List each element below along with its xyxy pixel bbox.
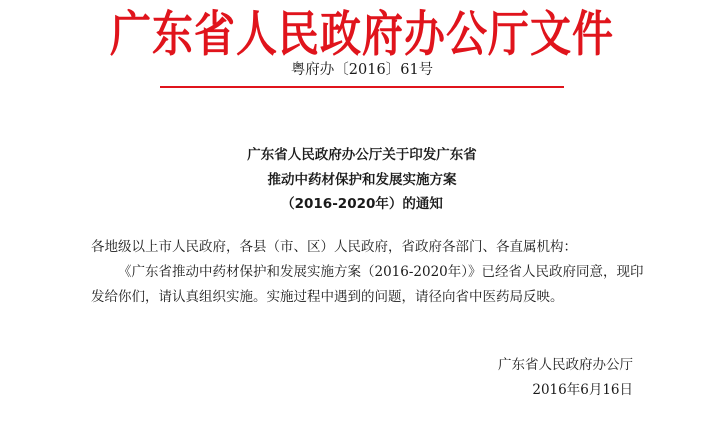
title-line-3: （2016-2020年）的通知: [281, 196, 443, 212]
document-number: 粤府办〔2016〕61号: [290, 62, 434, 78]
title-line-2: 推动中药材保护和发展实施方案: [267, 171, 457, 188]
document-title: [0, 143, 724, 217]
red-separator-line: [160, 86, 564, 88]
title-line-1: 广东省人民政府办公厅关于印发广东省: [247, 147, 477, 163]
signing-date: 2016年6月16日: [532, 382, 633, 398]
signature-block: [498, 353, 633, 403]
salutation: 各地级以上市人民政府，各县（市、区）人民政府，省政府各部门、各直属机构：: [91, 239, 577, 255]
body-paragraph: 《广东省推动中药材保护和发展实施方案（2016-2020年）》已经省人民政府同意，现印发给你们，请认真组织实施。实施过程中遇到的问题，请径向省中医药局反映。: [91, 264, 644, 305]
document-body: [91, 235, 651, 310]
document-issuer-header: 广东省人民政府办公厅文件: [110, 5, 614, 63]
signing-organization: 广东省人民政府办公厅: [498, 357, 633, 373]
